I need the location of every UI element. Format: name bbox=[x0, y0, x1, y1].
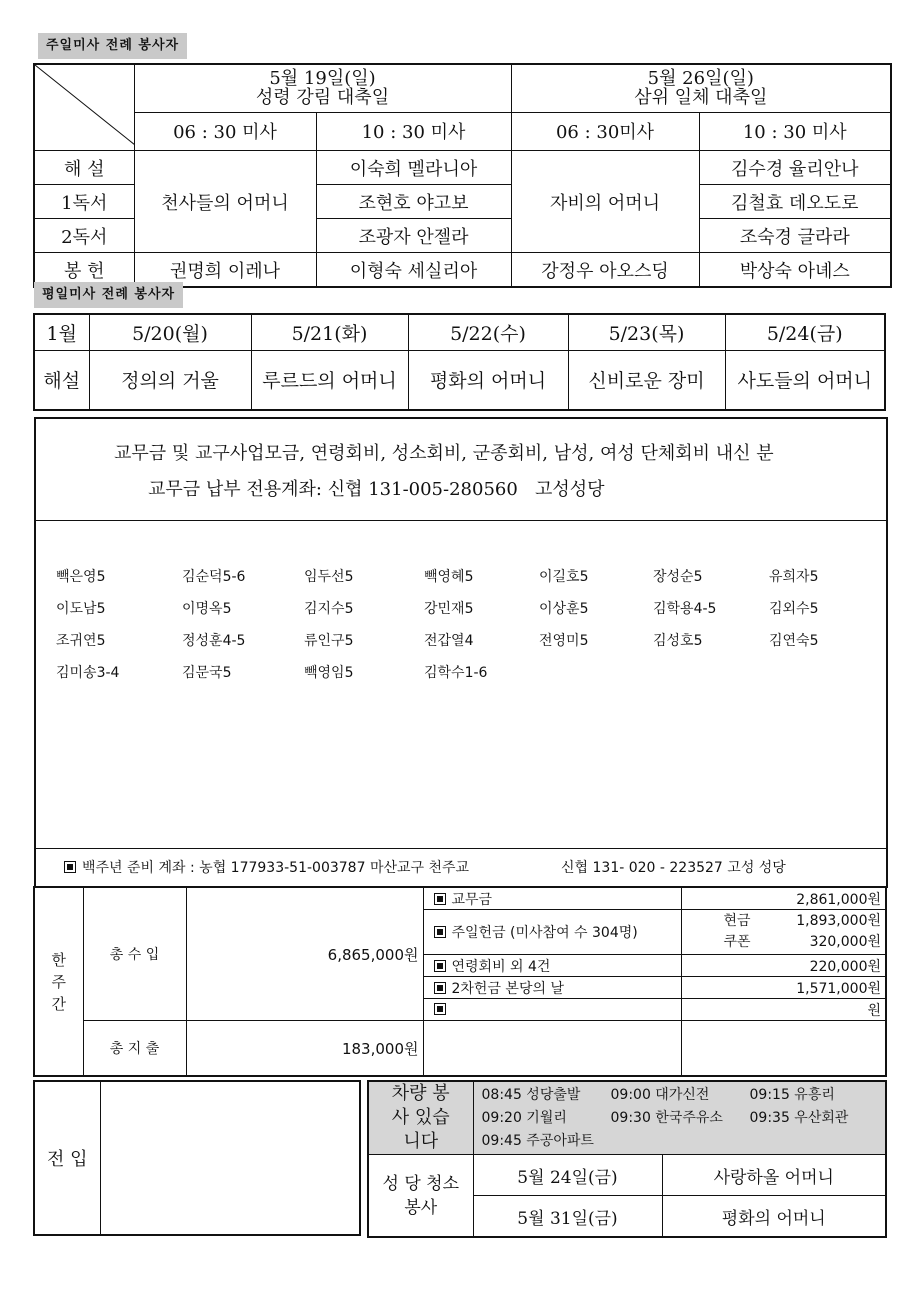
donations-title: 교무금 및 교구사업모금, 연령회비, 성소회비, 군종회비, 남성, 여성 단체회비 내신 분 bbox=[114, 443, 774, 464]
role-cell: 2독서 bbox=[34, 219, 134, 253]
item-amount-split bbox=[681, 910, 886, 955]
server-cell: 조숙경 글라라 bbox=[699, 219, 891, 253]
donor-name: 강민재5 bbox=[424, 601, 474, 617]
empty-cell bbox=[423, 1021, 681, 1077]
sunday-roster-table bbox=[33, 63, 892, 288]
donor-name: 임두선5 bbox=[304, 569, 354, 585]
diagonal-line bbox=[35, 65, 134, 145]
day-cell: 5/24(금) bbox=[725, 314, 885, 350]
donor-name: 빽영혜5 bbox=[424, 569, 474, 585]
month-cell: 1월 bbox=[34, 314, 89, 350]
date2: 5월 26일(일) bbox=[647, 68, 754, 90]
donations-box bbox=[34, 417, 888, 888]
offering-cell: 권명희 이레나 bbox=[134, 253, 316, 288]
cleaning-date: 5월 31일(금) bbox=[473, 1196, 662, 1238]
donor-name: 정성훈4-5 bbox=[182, 633, 246, 649]
group-cell: 평화의 어머니 bbox=[408, 350, 568, 410]
cash-label: 현금 bbox=[723, 913, 751, 929]
donor-name: 김성호5 bbox=[653, 633, 703, 649]
donor-name: 전영미5 bbox=[539, 633, 589, 649]
donor-name: 이도남5 bbox=[56, 601, 106, 617]
donor-name: 김미송3-4 bbox=[56, 665, 120, 681]
item-name: 주일헌금 (미사참여 수 304명) bbox=[423, 910, 681, 955]
checkbox-icon bbox=[434, 1003, 446, 1015]
time-cell: 06 : 30미사 bbox=[511, 112, 699, 150]
offering-cell: 박상숙 아녜스 bbox=[699, 253, 891, 288]
item-name: 2차헌금 본당의 날 bbox=[423, 977, 681, 999]
server-cell: 이숙희 멜라니아 bbox=[316, 151, 511, 185]
finance-table bbox=[33, 886, 887, 1077]
move-in-table bbox=[33, 1080, 361, 1236]
time-cell: 06 : 30 미사 bbox=[134, 112, 316, 150]
day-cell: 5/22(수) bbox=[408, 314, 568, 350]
jubilee-text: 백주년 준비 계좌 : 농협 177933-51-003787 마산교구 천주교 bbox=[82, 860, 470, 876]
donor-name: 김외수5 bbox=[769, 601, 819, 617]
cleaning-date: 5월 24일(금) bbox=[473, 1155, 662, 1196]
donor-name: 유희자5 bbox=[769, 569, 819, 585]
move-in-label: 전 입 bbox=[34, 1081, 100, 1235]
donor-name: 이길호5 bbox=[539, 569, 589, 585]
item-amount: 원 bbox=[681, 999, 886, 1021]
day-cell: 5/20(월) bbox=[89, 314, 251, 350]
group-cell: 루르드의 어머니 bbox=[251, 350, 408, 410]
vehicle-label bbox=[368, 1081, 473, 1155]
donor-name: 빽영임5 bbox=[304, 665, 354, 681]
date1: 5월 19일(일) bbox=[269, 68, 376, 90]
sunday-section-label: 주일미사 전례 봉사자 bbox=[38, 33, 187, 59]
role-cell: 해설 bbox=[34, 350, 89, 410]
offering-cell: 이형숙 세실리아 bbox=[316, 253, 511, 288]
donor-name: 김학수1-6 bbox=[424, 665, 488, 681]
donor-name: 전갑열4 bbox=[424, 633, 474, 649]
day-cell: 5/21(화) bbox=[251, 314, 408, 350]
expense-label: 총 지 출 bbox=[83, 1021, 186, 1077]
checkbox-icon bbox=[434, 893, 446, 905]
weekday-section-label: 평일미사 전례 봉사자 bbox=[34, 282, 183, 308]
donor-name: 김지수5 bbox=[304, 601, 354, 617]
donor-name: 김문국5 bbox=[182, 665, 232, 681]
donor-name: 이명옥5 bbox=[182, 601, 232, 617]
checkbox-icon bbox=[64, 861, 76, 873]
stop: 09:30 한국주유소 bbox=[610, 1109, 723, 1126]
donor-name: 장성순5 bbox=[653, 569, 703, 585]
vehicle-text: 차량 봉사 있습니다 bbox=[391, 1083, 450, 1152]
stop: 09:15 유흥리 bbox=[749, 1086, 835, 1103]
donor-name: 김연숙5 bbox=[769, 633, 819, 649]
jubilee-account bbox=[64, 857, 469, 877]
coupon-label: 쿠폰 bbox=[723, 934, 751, 950]
server-cell: 김철효 데오도로 bbox=[699, 185, 891, 219]
weekday-roster-table bbox=[33, 313, 886, 411]
stop: 09:35 우산회관 bbox=[749, 1109, 849, 1126]
diagonal-header-cell bbox=[34, 64, 134, 151]
item-name: 연령회비 외 4건 bbox=[423, 955, 681, 977]
cleaning-text: 성 당 청소 봉사 bbox=[382, 1173, 459, 1218]
service-table bbox=[367, 1080, 887, 1238]
jubilee-account-2: 신협 131- 020 - 223527 고성 성당 bbox=[561, 860, 786, 876]
date2-header bbox=[511, 64, 891, 112]
week-label bbox=[34, 887, 83, 1076]
stop: 09:00 대가신전 bbox=[610, 1086, 710, 1103]
expense-value: 183,000원 bbox=[186, 1021, 423, 1077]
group-cell: 천사들의 어머니 bbox=[134, 151, 316, 253]
checkbox-icon bbox=[434, 960, 446, 972]
date1-header bbox=[134, 64, 511, 112]
cleaning-label bbox=[368, 1155, 473, 1238]
server-cell: 조현호 야고보 bbox=[316, 185, 511, 219]
move-in-content bbox=[100, 1081, 360, 1235]
income-label: 총 수 입 bbox=[83, 887, 186, 1021]
item-name bbox=[423, 999, 681, 1021]
cleaning-group: 평화의 어머니 bbox=[662, 1196, 886, 1238]
cleaning-group: 사랑하올 어머니 bbox=[662, 1155, 886, 1196]
checkbox-icon bbox=[434, 926, 446, 938]
group-cell: 신비로운 장미 bbox=[568, 350, 725, 410]
item-amount: 2,861,000원 bbox=[681, 887, 886, 910]
item-amount: 1,571,000원 bbox=[681, 977, 886, 999]
donor-name: 이상훈5 bbox=[539, 601, 589, 617]
item-amount: 220,000원 bbox=[681, 955, 886, 977]
group-cell: 정의의 거울 bbox=[89, 350, 251, 410]
donations-account: 교무금 납부 전용계좌: 신협 131-005-280560 고성성당 bbox=[148, 479, 605, 500]
donor-name: 김학용4-5 bbox=[653, 601, 717, 617]
day-cell: 5/23(목) bbox=[568, 314, 725, 350]
donor-name: 조귀연5 bbox=[56, 633, 106, 649]
stop: 08:45 성당출발 bbox=[481, 1086, 581, 1103]
vehicle-schedule bbox=[473, 1081, 886, 1155]
donor-name: 김순덕5-6 bbox=[182, 569, 246, 585]
role-cell: 1독서 bbox=[34, 185, 134, 219]
divider bbox=[36, 520, 886, 521]
week-text: 한주간 bbox=[51, 950, 66, 1013]
donor-name: 빽은영5 bbox=[56, 569, 106, 585]
role-cell: 봉 헌 bbox=[34, 253, 134, 288]
checkbox-icon bbox=[434, 982, 446, 994]
time-cell: 10 : 30 미사 bbox=[699, 112, 891, 150]
role-cell: 해 설 bbox=[34, 151, 134, 185]
offering-cell: 강정우 아오스딩 bbox=[511, 253, 699, 288]
divider bbox=[36, 848, 886, 849]
donor-name: 류인구5 bbox=[304, 633, 354, 649]
group-cell: 사도들의 어머니 bbox=[725, 350, 885, 410]
income-value: 6,865,000원 bbox=[186, 887, 423, 1021]
empty-cell bbox=[681, 1021, 886, 1077]
stop: 09:20 기월리 bbox=[481, 1109, 567, 1126]
time-cell: 10 : 30 미사 bbox=[316, 112, 511, 150]
stop: 09:45 주공아파트 bbox=[481, 1132, 594, 1149]
coupon-amount: 320,000원 bbox=[809, 934, 881, 950]
server-cell: 조광자 안젤라 bbox=[316, 219, 511, 253]
cash-amount: 1,893,000원 bbox=[796, 913, 881, 929]
server-cell: 김수경 율리안나 bbox=[699, 151, 891, 185]
group-cell: 자비의 어머니 bbox=[511, 151, 699, 253]
feast1: 성령 강림 대축일 bbox=[255, 87, 390, 109]
feast2: 삼위 일체 대축일 bbox=[634, 87, 768, 109]
item-name: 교무금 bbox=[423, 887, 681, 910]
